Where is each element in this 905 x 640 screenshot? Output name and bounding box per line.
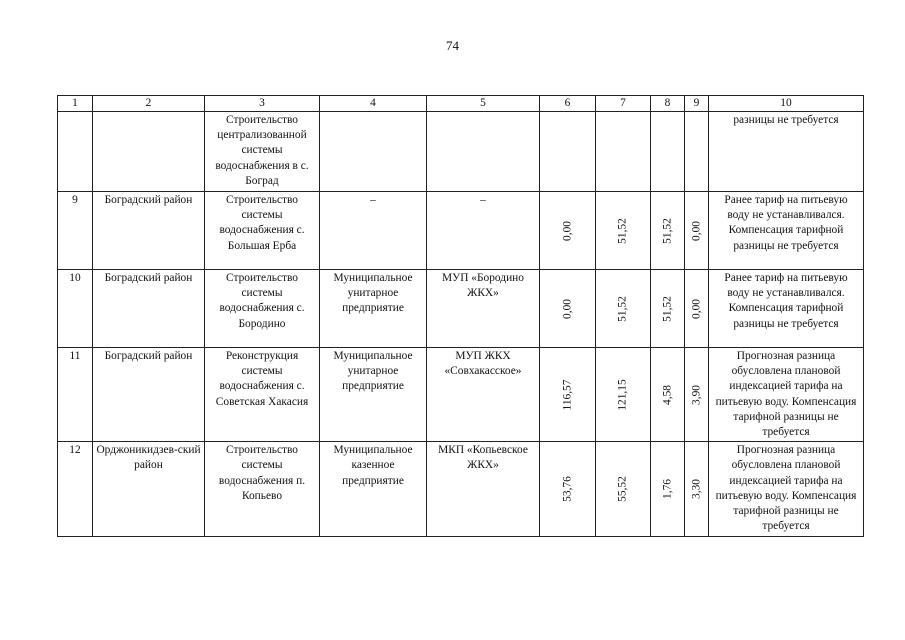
row-number-cell: 9 [58,192,93,270]
value-cell [596,442,651,537]
page-number: 74 [446,38,459,53]
value-text: 51,52 [660,217,673,244]
value-cell [651,348,685,442]
org-form-cell: Муниципальное казенное предприятие [320,442,427,537]
row-number-cell: 12 [58,442,93,537]
note-cell: Ранее тариф на питьевую воду не устанавливался. Компенсация тарифной разницы не требуется [709,192,864,270]
table-row [58,442,864,537]
project-cell: Строительство централизованной системы водоснабжения в с. Боград [205,112,320,192]
row-number-cell: 10 [58,270,93,348]
value-cell [540,348,596,442]
value-cell [596,348,651,442]
row-number-cell: 11 [58,348,93,442]
note-cell: Ранее тариф на питьевую воду не устанавливался. Компенсация тарифной разницы не требуется [709,270,864,348]
value-text: 53,76 [560,476,573,503]
value-text: 3,30 [689,479,702,500]
value-text: 121,15 [616,378,629,411]
value-cell [540,192,596,270]
value-cell [685,112,709,192]
value-cell [540,112,596,192]
column-header: 8 [651,96,685,112]
value-cell [596,192,651,270]
column-header: 2 [93,96,205,112]
value-text: 51,52 [660,295,673,322]
district-cell: Боградский район [93,270,205,348]
district-cell [93,112,205,192]
value-text: 1,76 [660,479,673,500]
value-text: 0,00 [560,220,573,241]
value-text: 0,00 [689,298,702,319]
org-form-cell: Муниципальное унитарное предприятие [320,270,427,348]
district-cell: Боградский район [93,192,205,270]
value-text: 116,57 [560,379,573,411]
org-form-cell: Муниципальное унитарное предприятие [320,348,427,442]
note-cell: разницы не требуется [709,112,864,192]
value-text: 51,52 [616,217,629,244]
column-header: 3 [205,96,320,112]
value-cell [651,112,685,192]
note-cell: Прогнозная разница обусловлена плановой индексацией тарифа на питьевую воду. Компенсация тарифной разницы не требуется [709,348,864,442]
organization-cell: – [427,192,540,270]
column-header: 10 [709,96,864,112]
value-cell [651,442,685,537]
column-header: 5 [427,96,540,112]
row-number-cell [58,112,93,192]
table-row [58,192,864,270]
organization-cell: МКП «Копьевское ЖКХ» [427,442,540,537]
table-row [58,270,864,348]
value-text: 3,90 [689,384,702,405]
org-form-cell: – [320,192,427,270]
value-cell [685,192,709,270]
value-cell [651,270,685,348]
table-header-row [58,96,864,112]
value-text: 0,00 [689,220,702,241]
table-row [58,348,864,442]
value-cell [685,270,709,348]
value-cell [540,442,596,537]
district-cell: Орджоникидзев-ский район [93,442,205,537]
value-cell [540,270,596,348]
project-cell: Строительство системы водоснабжения с. Большая Ерба [205,192,320,270]
value-cell [596,112,651,192]
value-text: 55,52 [616,476,629,503]
value-cell [596,270,651,348]
value-cell [685,348,709,442]
organization-cell [427,112,540,192]
value-text: 4,58 [660,384,673,405]
project-cell: Реконструкция системы водоснабжения с. Советская Хакасия [205,348,320,442]
organization-cell: МУП «Бородино ЖКХ» [427,270,540,348]
value-text: 0,00 [560,298,573,319]
column-header: 4 [320,96,427,112]
column-header: 6 [540,96,596,112]
column-header: 7 [596,96,651,112]
organization-cell: МУП ЖКХ «Совхакасское» [427,348,540,442]
value-text: 51,52 [616,295,629,322]
table-row [58,112,864,192]
column-header: 1 [58,96,93,112]
project-cell: Строительство системы водоснабжения с. Бородино [205,270,320,348]
value-cell [651,192,685,270]
tariff-table [57,95,864,537]
value-cell [685,442,709,537]
column-header: 9 [685,96,709,112]
project-cell: Строительство системы водоснабжения п. Копьево [205,442,320,537]
note-cell: Прогнозная разница обусловлена плановой индексацией тарифа на питьевую воду. Компенсация тарифной разницы не требуется [709,442,864,537]
district-cell: Боградский район [93,348,205,442]
org-form-cell [320,112,427,192]
